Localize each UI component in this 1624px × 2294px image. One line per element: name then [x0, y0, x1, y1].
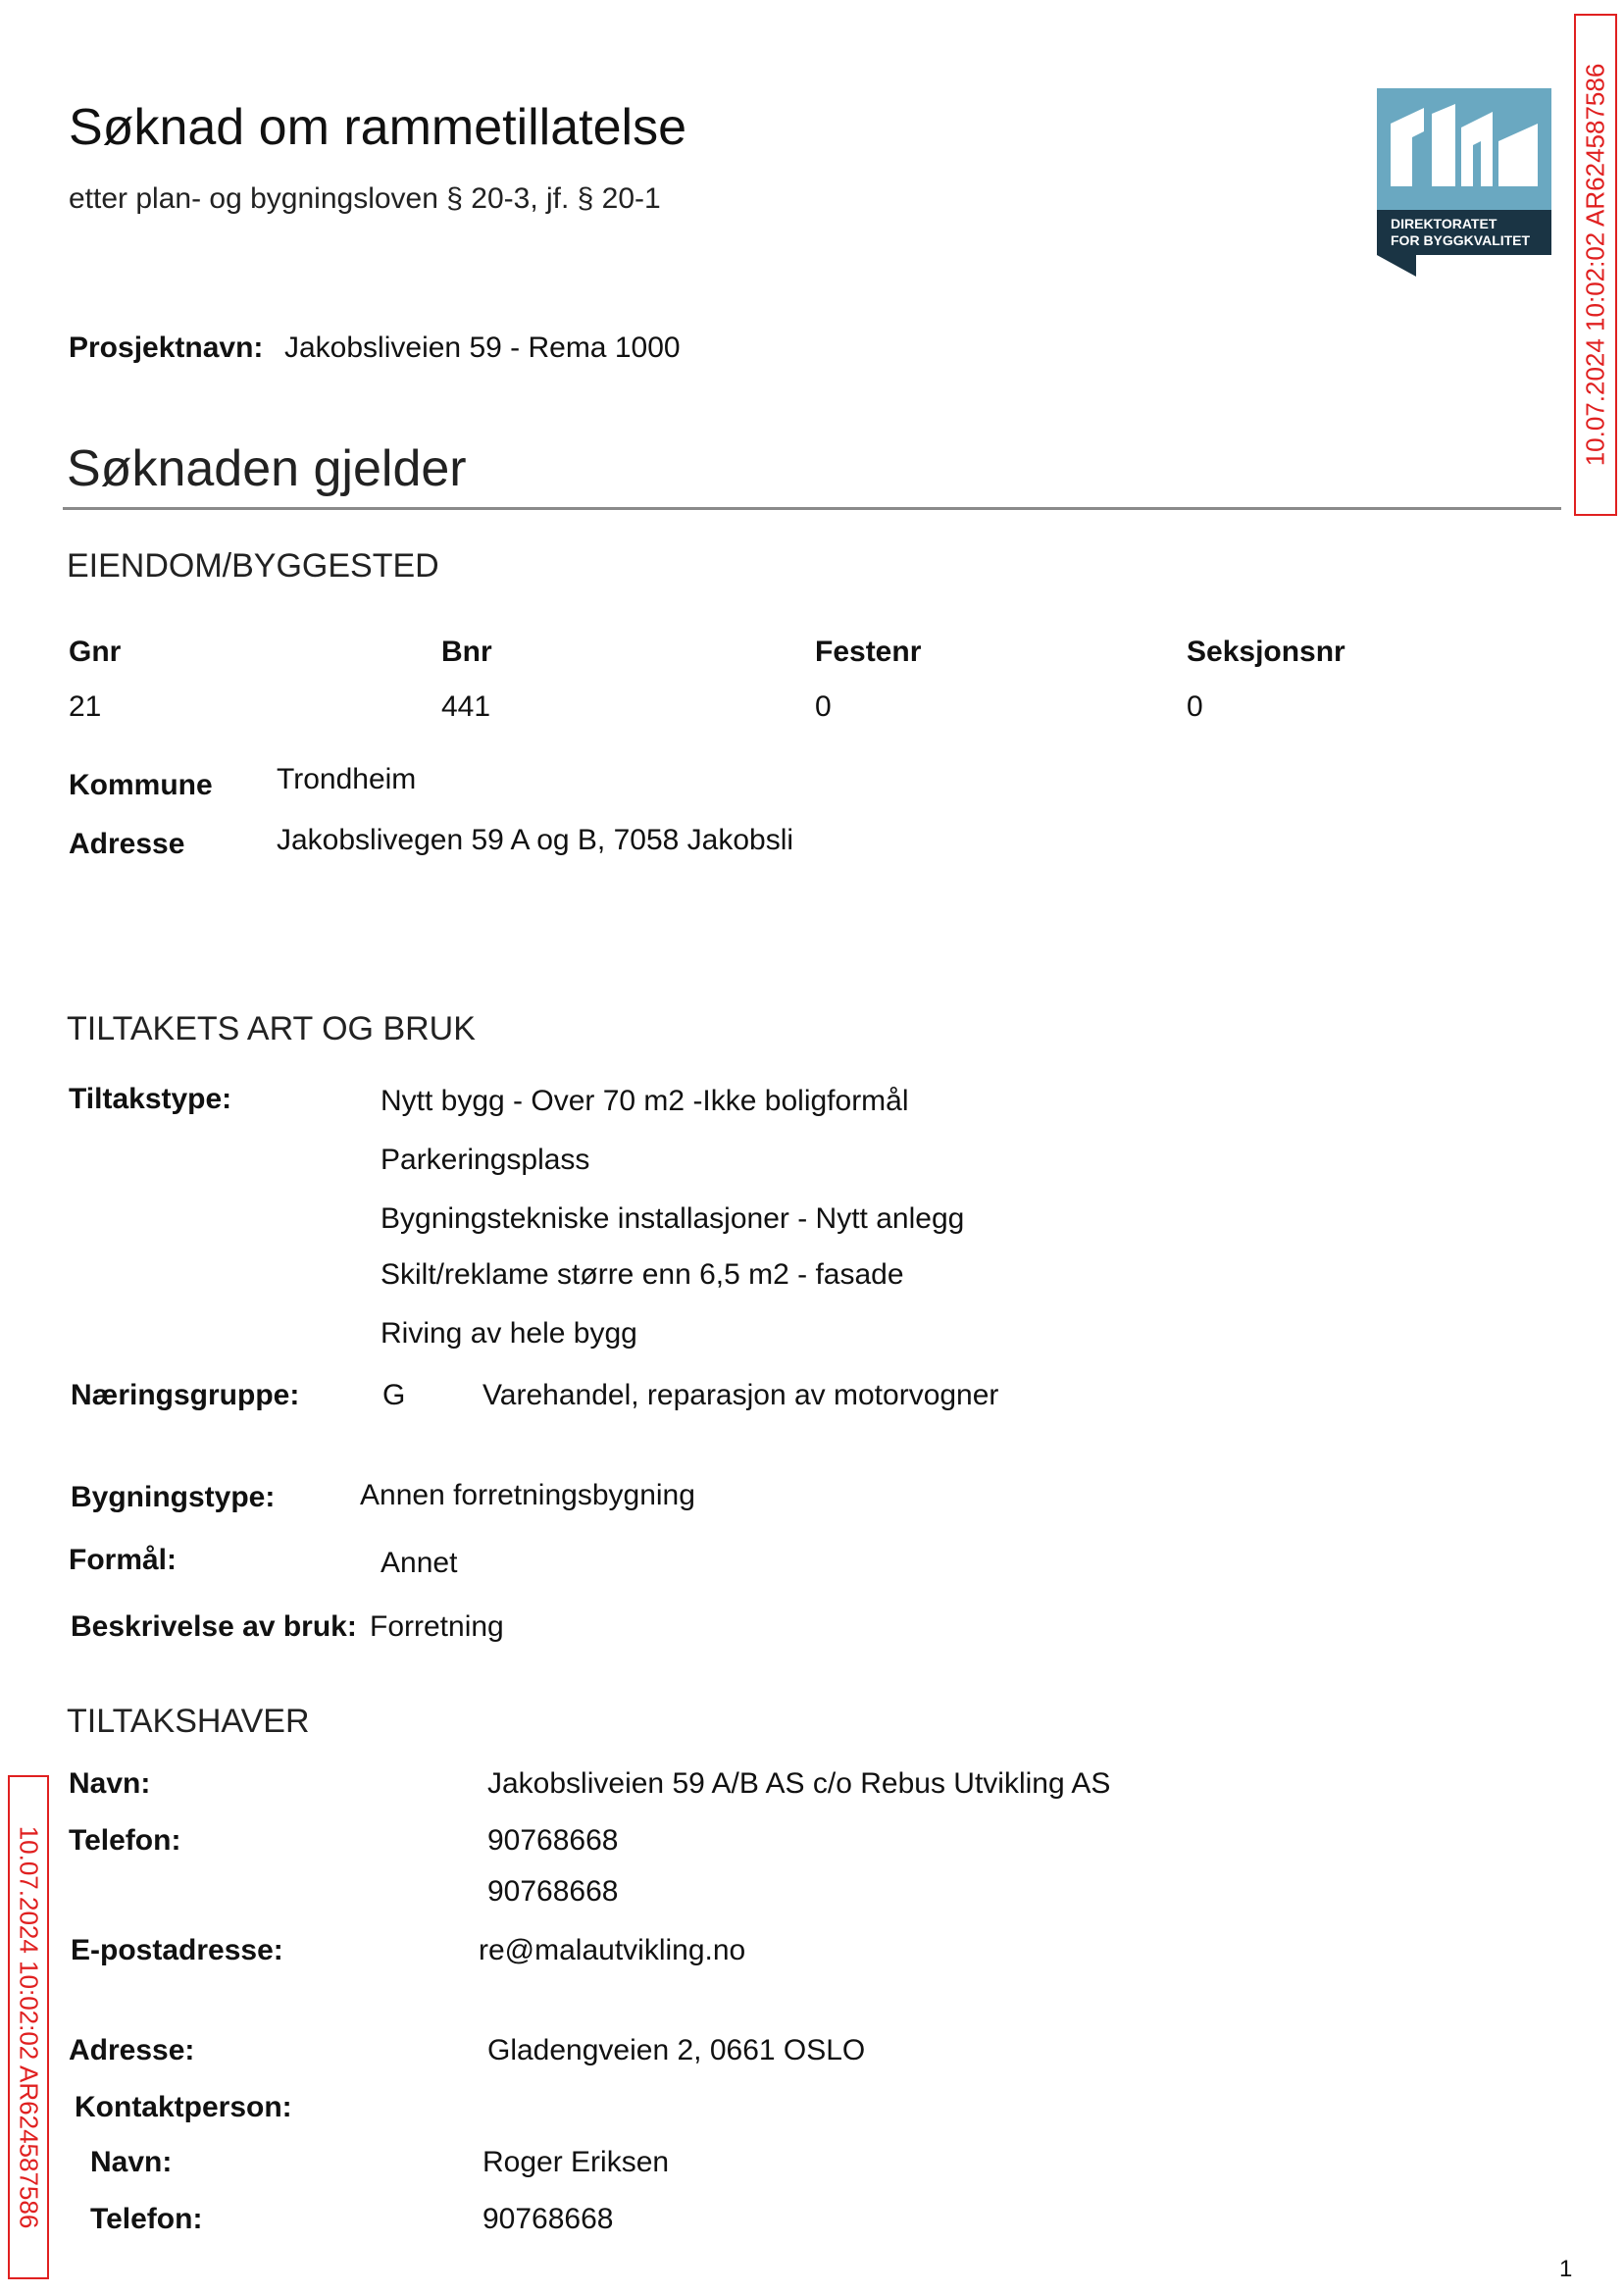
adresse-value: Jakobslivegen 59 A og B, 7058 Jakobsli [277, 824, 794, 856]
project-label: Prosjektnavn: [69, 331, 264, 364]
telefon-value-2: 90768668 [487, 1875, 619, 1908]
tiltakstype-item-1: Nytt bygg - Over 70 m2 -Ikke boligformål [381, 1085, 909, 1117]
bygningstype-label: Bygningstype: [71, 1481, 276, 1513]
section-divider [63, 507, 1561, 510]
kontakt-telefon-label: Telefon: [90, 2203, 203, 2235]
adresse-tiltakshaver-value: Gladengveien 2, 0661 OSLO [487, 2034, 866, 2066]
formal-label: Formål: [69, 1544, 178, 1576]
tiltakstype-label: Tiltakstype: [69, 1083, 232, 1115]
logo-text-line2: FOR BYGGKVALITET [1391, 232, 1531, 248]
navn-label: Navn: [69, 1767, 151, 1800]
epost-label: E-postadresse: [71, 1934, 283, 1966]
adresse-label: Adresse [69, 828, 185, 860]
dibk-logo-icon [1377, 88, 1551, 277]
kontaktperson-label: Kontaktperson: [75, 2091, 292, 2123]
epost-value: re@malautvikling.no [479, 1934, 746, 1966]
kommune-value: Trondheim [277, 763, 417, 795]
kommune-label: Kommune [69, 769, 213, 801]
kontakt-telefon-value: 90768668 [482, 2203, 614, 2235]
tiltakstype-item-5: Riving av hele bygg [381, 1317, 637, 1350]
formal-value: Annet [381, 1547, 458, 1579]
page-number: 1 [1559, 2256, 1573, 2282]
naeringsgruppe-code: G [382, 1379, 406, 1411]
stamp-top-text: 10.07.2024 10:02:02 AR624587586 [1580, 63, 1610, 467]
telefon-value-1: 90768668 [487, 1824, 619, 1857]
bnr-value: 441 [441, 690, 491, 723]
page-title: Søknad om rammetillatelse [69, 99, 686, 156]
stamp-top [1574, 14, 1617, 516]
navn-value: Jakobsliveien 59 A/B AS c/o Rebus Utvikling AS [487, 1767, 1111, 1800]
seksjonsnr-value: 0 [1187, 690, 1203, 723]
telefon-label: Telefon: [69, 1824, 181, 1857]
project-value: Jakobsliveien 59 - Rema 1000 [284, 331, 681, 364]
beskrivelse-label: Beskrivelse av bruk: [71, 1610, 357, 1643]
stamp-bottom [8, 1775, 49, 2279]
tiltakstype-item-3: Bygningstekniske installasjoner - Nytt anlegg [381, 1202, 965, 1235]
section-heading: Søknaden gjelder [67, 440, 467, 497]
adresse-tiltakshaver-label: Adresse: [69, 2034, 195, 2066]
kontakt-navn-value: Roger Eriksen [482, 2146, 670, 2178]
eiendom-heading: EIENDOM/BYGGESTED [67, 547, 439, 585]
logo-text-line1: DIREKTORATET [1391, 216, 1497, 231]
tiltakshaver-heading: TILTAKSHAVER [67, 1703, 310, 1740]
bnr-label: Bnr [441, 636, 492, 668]
stamp-bottom-text: 10.07.2024 10:02:02 AR624587586 [14, 1825, 44, 2229]
naeringsgruppe-label: Næringsgruppe: [71, 1379, 300, 1411]
page-subtitle: etter plan- og bygningsloven § 20-3, jf. § 20-1 [69, 182, 661, 215]
festenr-label: Festenr [815, 636, 922, 668]
naeringsgruppe-value: Varehandel, reparasjon av motorvogner [482, 1379, 999, 1411]
festenr-value: 0 [815, 690, 832, 723]
tiltak-heading: TILTAKETS ART OG BRUK [67, 1010, 476, 1047]
tiltakstype-item-4: Skilt/reklame større enn 6,5 m2 - fasade [381, 1258, 904, 1291]
beskrivelse-value: Forretning [370, 1610, 504, 1643]
gnr-value: 21 [69, 690, 102, 723]
bygningstype-value: Annen forretningsbygning [360, 1479, 695, 1511]
gnr-label: Gnr [69, 636, 122, 668]
tiltakstype-item-2: Parkeringsplass [381, 1144, 590, 1176]
seksjonsnr-label: Seksjonsnr [1187, 636, 1345, 668]
kontakt-navn-label: Navn: [90, 2146, 173, 2178]
